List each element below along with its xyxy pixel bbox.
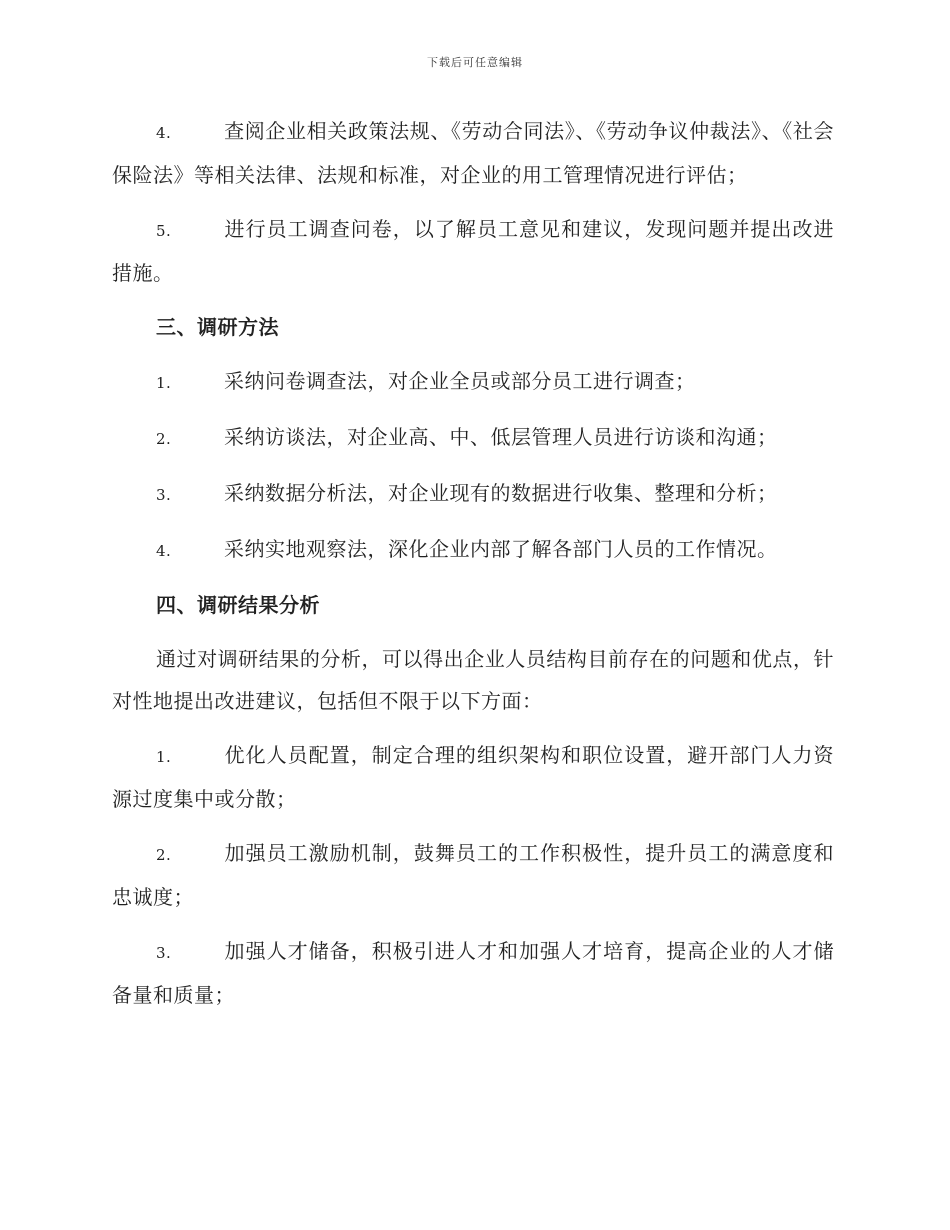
list-item [112, 416, 834, 460]
item-text: 加强员工激励机制，鼓舞员工的工作积极性，提升员工的满意度和忠诚度； [112, 841, 834, 909]
list-item [112, 208, 834, 294]
item-number: 3. [156, 944, 172, 962]
item-text: 采纳实地观察法，深化企业内部了解各部门人员的工作情况。 [224, 537, 778, 561]
list-item [112, 110, 834, 196]
body-paragraph: 通过对调研结果的分析，可以得出企业人员结构目前存在的问题和优点，针对性地提出改进建议，包括但不限于以下方面： [112, 647, 834, 713]
page-header: 下载后可任意编辑 [427, 56, 523, 69]
item-text: 采纳访谈法，对企业高、中、低层管理人员进行访谈和沟通； [224, 425, 778, 449]
item-text: 采纳数据分析法，对企业现有的数据进行收集、整理和分析； [224, 481, 778, 505]
list-item [112, 528, 834, 572]
list-item [112, 734, 834, 820]
list-item [112, 832, 834, 918]
item-number: 4. [156, 124, 172, 142]
list-item [112, 930, 834, 1016]
item-number: 3. [156, 486, 172, 504]
list-item [112, 472, 834, 516]
item-number: 5. [156, 222, 172, 240]
item-number: 1. [156, 374, 172, 392]
item-text: 优化人员配置，制定合理的组织架构和职位设置，避开部门人力资源过度集中或分散； [112, 743, 834, 811]
item-number: 1. [156, 748, 172, 766]
item-number: 2. [156, 430, 172, 448]
item-text: 进行员工调查问卷，以了解员工意见和建议，发现问题并提出改进措施。 [112, 217, 834, 285]
item-text: 采纳问卷调查法，对企业全员或部分员工进行调查； [224, 369, 696, 393]
document-body [112, 110, 834, 1028]
item-number: 4. [156, 542, 172, 560]
list-item [112, 360, 834, 404]
item-number: 2. [156, 846, 172, 864]
section-heading: 四、调研结果分析 [156, 593, 320, 617]
item-text: 加强人才储备，积极引进人才和加强人才培育，提高企业的人才储备量和质量； [112, 939, 834, 1007]
item-text: 查阅企业相关政策法规、《劳动合同法》、《劳动争议仲裁法》、《社会保险法》等相关法律、法规和标准，对企业的用工管理情况进行评估； [112, 119, 834, 187]
section-heading: 三、调研方法 [156, 315, 279, 339]
